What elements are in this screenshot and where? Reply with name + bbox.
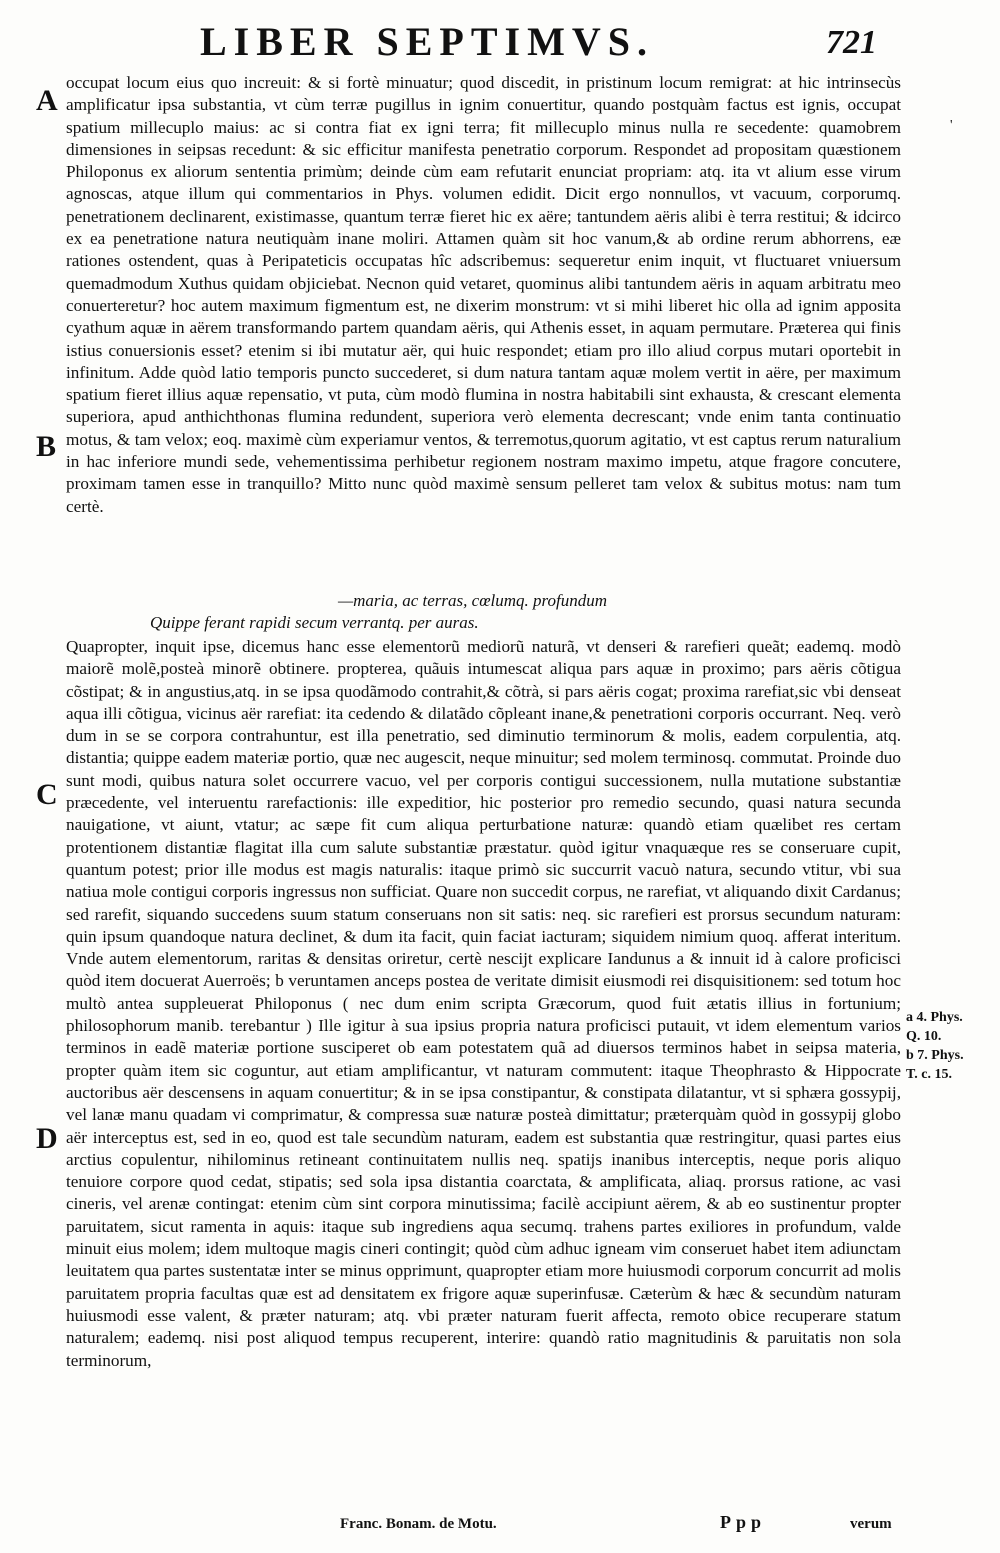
margin-letter-c: C bbox=[36, 778, 58, 811]
marginal-references: a 4. Phys. Q. 10. b 7. Phys. T. c. 15. bbox=[906, 1010, 964, 1082]
body-paragraph-2: Quapropter, inquit ipse, dicemus hanc esse elementorũ mediorũ naturã, vt denseri & rarefieri queãt; eademq. modò maiorẽ molẽ,posteà minorẽ obtinere. propterea, quãuis intumescat aliqua pars aquæ in proximo; pars aëris cõtigua cõstipat; & in angustius,atq. in se ipsa quodãmodo contrahit,& cõtrà, si pars aëris cogat; proxima rarefiat,sic vbi denseat aqua illi cõtigua, vicinus aër rarefiat: ita cedendo & dilatãdo cõpleant inane,& penetrationi corporis occurrant. Neq. verò dum in se se corpora contrahuntur, est illa penetratio, sed diminutio terminorum & molis, eadem corpulentia, atq. distantia; quippe eadem materiæ portio, quæ nec augescit, neque minuitur; sed molem terminosq. commutat. Proinde duo sunt modi, quibus natura solet occurrere vacuo, vel per corporis contigui successionem, nulla mutatione substantiæ præcedente, vel interuentu rarefactionis: ille expeditior, hic posterior pro remedio secundo, quasi natura secunda nauigatione, vt aiunt, vtatur; ac sæpe fit cum aliqua perturbatione naturæ: quandò etiam quælibet res certam protentionem distantiæ flagitat illa cum salute substantiæ præstatur. quòd igitur vnaquæque res se conseruare cupit, quantum potest; prior ille modus est magis naturalis: itaque primò sic succurrit vacuò natura, secundo vtitur, vbi sua natiua mole contigui corporis ingressus non sufficiat. Quare non succedit corpus, ne rarefiat, vt aliquando dixit Cardanus; sed rarefit, siquando succedens suum statum conseruans non sit satis: neq. sic rarefieri est prorsus secundum naturam: quin ipsum quandoque natura declinet, & dum ita facit, quin faciat iacturam; siquidem nimium quoq. afferat interitum. Vnde autem elementorum, raritas & densitas oriretur, certè nescijt explicare Iandunus a & innuit id à calore proficisci quòd item docuerat Auerroës; b veruntamen anceps postea de veritate dimisit eiusmodi rei disquisitionem: sed totum hoc multò antea suppleuerat Philoponus ( nec dum enim scripta Græcorum, quod fuit ætatis illius in fortunium; philosophorum manib. terebantur ) Ille igitur à sua ipsius propria natura proficisci putauit, vt idem elementum varios terminos in eadẽ materiæ portione susciperet ob eam potestatem quã ad diuersos terminos habet in seipsa materia, propter quàm item sic coguntur, aut etiam amplificantur, vt naturam commutent: itaque Theophrasto & Hippocrate auctoribus aër descensens in aquam conuertitur; & in se ipsa constipantur, & constipata dilatantur, vt si sphæra gossypij, vel lanæ manu quadam vi comprimatur, & compressa suæ naturæ posteà dimittatur; præterquàm quòd in gossypij globo aër interceptus est, sed in eo, quod est tale secundùm naturam, eadem est substantia quæ restringitur, quasi partes eius arctius copulentur, nihilominus retineant continuitatem nullis neq. spatijs inanibus interceptis, neque poris aliquo tenuiore corpore quod cedat, stipatis; sed sola ipsa distantia coarctata, & amplificata, aliaq. prorsus ratione, ac vasi cineris, vel arenæ contingat: etenim cùm sint corpora minutissima; facilè accipiunt aërem, & ab eo sustinentur propter paruitatem, sicut ramenta in aquis: itaque sub ingrediens aqua secumq. trahens partes exiliores in profundum, valde minuit eius molem; idem multoque magis cineri contingit; quòd cùm adhuc igneam vim conseruet habet item adiunctam leuitatem qua partes sustentatæ inter se minus opprimunt, quapropter etiam more huiusmodi corporum concurrit ad molis paruitatem propria facultas quæ est ad densitatem ex frigore aquæ superinfusæ. Cæterùm & hæc & secundùm naturam huiusmodi esse valent, & præter naturam; atq. vbi præter naturam fuerit affecta, remoto obice recuperare statum naturalem; eademq. nisi post aliquod tempus recuperent, interire: quandò ratio magnitudinis & paruitatis non sola terminorum, bbox=[66, 637, 901, 1370]
verse-line-1: —maria, ac terras, cœlumq. profundum bbox=[338, 591, 608, 610]
verse-quotation bbox=[150, 590, 850, 634]
footer-signature-mark: Ppp bbox=[720, 1512, 767, 1532]
page-number: 721 bbox=[826, 24, 877, 61]
verse-line-2: Quippe ferant rapidi secum verrantq. per auras. bbox=[150, 613, 479, 632]
running-title: LIBER SEPTIMVS. bbox=[200, 19, 654, 64]
body-paragraph-1: occupat locum eius quo increuit: & si fortè minuatur; quod discedit, in pristinum locum remigrat: at hic intrinsecùs amplificatur ipsa substantia, vt cùm terræ pugillus in ignim conuertitur, quando postquàm factus est ignis, occupat spatium millecuplo maius: ac si contra fiat ex igni terra; fit millecuplo minus nulla re secedente: quamobrem dimensiones in seipsas recedunt: & sic efficitur manifesta penetratio corporum. Respondet ad propositam quæstionem Philoponus ex aliorum sententia primùm; deinde cùm eam refutarit enunciat propriam: atq. ita vt alium esse virum agnoscas, atque illum qui commentarios in Phys. volumen edidit. Dicit ergo nonnullos, vt vacuum, corporumq. penetrationem declinarent, existimasse, quantum terræ fieret hic ex aëre; tantundem aëris alibi è terra restitui; & idcirco ex ea penetratione natura neutiquàm inane moliri. Attamen quàm sit hoc vanum,& ab ordine rerum abhorrens, eæ rationes ostendent, quas à Peripateticis occupatas hîc adscribemus: sequeretur enim inquit, vt fluctuaret vniuersum quemadmodum Xuthus quidam objiciebat. Necnon quid vetaret, quominus alibi tantundem aëris in aquam arbitratu meo conuerteretur? hoc autem maximum figmentum est, ne dixerim monstrum: vt si mihi liberet hic olla ad ignim apposita cyathum aquæ in aërem transformando partem quandam aëris, qui Athenis esset, in aquam permutare. Præterea qui finis istius conuersionis esset? etenim si ibi mutatur aër, qui huic respondet; etiam pro illo aliud corpus mutari oportebit in infinitum. Adde quòd latio temporis puncto succederet, si dum natura tantam aquæ molem vertit in aëre, per maximum spatium fieret illius aquæ repensatio, vt puta, cùm modò flumina in nostra habitabili sint exhausta, & crescant elementa superiora, apud anthichthonas flumina redundent, superiora verò elementa decrescant; vnde enim tanta continuatio motus, & tam velox; eoq. maximè cùm experiamur ventos, & terremotus,quorum agitatio, vt est captus rerum naturalium in hac inferiore mundi sede, vehementissima perhibetur regionem nostram maximo impetu, atque fragore concutere, proximam tamen esse in tranquillo? Mitto nunc quòd maximè sensum pelleret tam velox & subitus motus: nam tum certè. bbox=[66, 73, 901, 516]
footer-signature-text: Franc. Bonam. de Motu. bbox=[340, 1516, 497, 1532]
footer-catchword: verum bbox=[850, 1516, 892, 1532]
stray-mark: ' bbox=[950, 118, 953, 133]
margin-letter-d: D bbox=[36, 1122, 58, 1155]
margin-letter-b: B bbox=[36, 430, 57, 463]
margin-letter-a: A bbox=[36, 84, 58, 117]
